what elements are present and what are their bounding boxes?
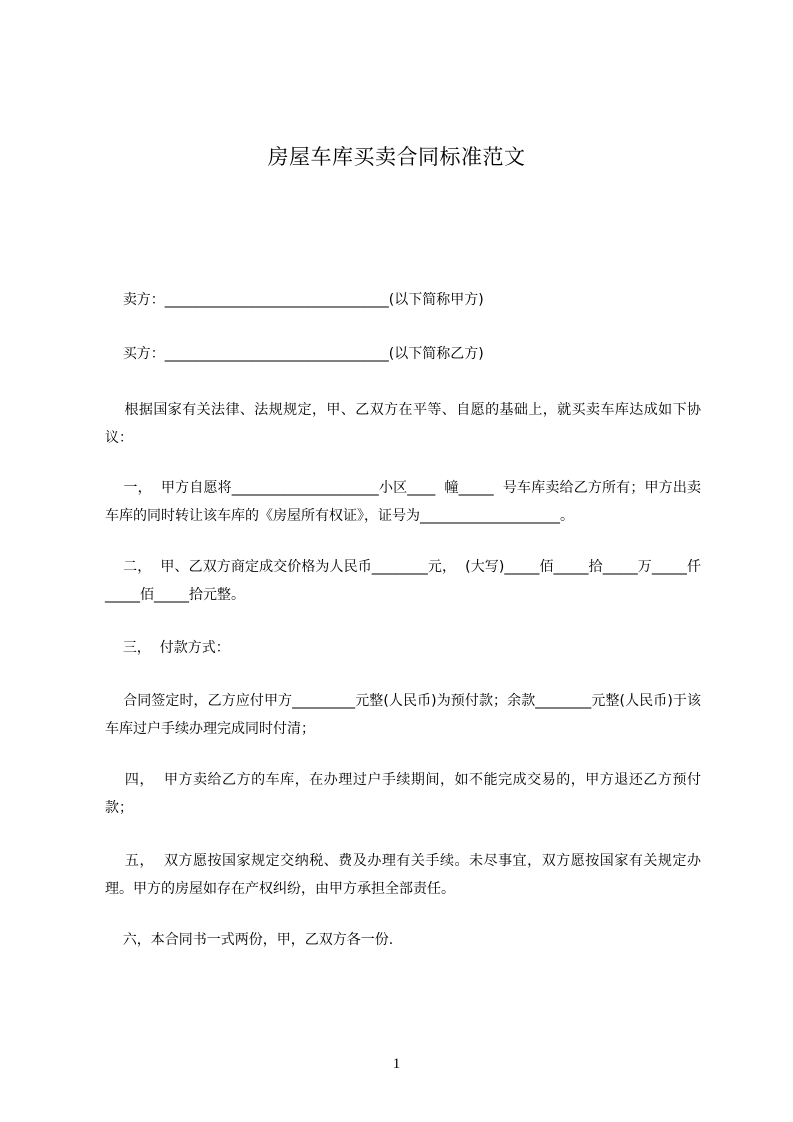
page-number: 1 — [392, 1056, 401, 1072]
preamble-paragraph: 根据国家有关法律、法规规定，甲、乙双方在平等、自愿的基础上，就买卖车库达成如下协议： — [105, 402, 701, 446]
clause-1-paragraph: 一， 甲方自愿将_____________________小区____ 幢_____ 号车库卖给乙方所有；甲方出卖车库的同时转让该车库的《房屋所有权证》，证号为____________________。 — [105, 480, 701, 524]
clause-6-paragraph: 六，本合同书一式两份，甲，乙双方各一份. — [105, 932, 394, 948]
clause-5-paragraph: 五， 双方愿按国家规定交纳税、费及办理有关手续。未尽事宜，双方愿按国家有关规定办理。甲方的房屋如存在产权纠纷，由甲方承担全部责任。 — [105, 853, 701, 897]
buyer-line: 买方：________________________________(以下简称乙方) — [105, 346, 484, 362]
seller-line: 卖方：________________________________(以下简称甲方) — [105, 292, 484, 308]
clause-4-paragraph: 四， 甲方卖给乙方的车库，在办理过户手续期间，如不能完成交易的，甲方退还乙方预付款； — [105, 772, 701, 816]
document-title: 房屋车库买卖合同标准范文 — [267, 145, 526, 169]
clause-2-paragraph: 二， 甲、乙双方商定成交价格为人民币________元， (大写)_____佰_____拾_____万_____仟_____佰_____拾元整。 — [105, 559, 701, 603]
clause-3-heading: 三， 付款方式： — [105, 640, 230, 656]
clause-3-body: 合同签定时，乙方应付甲方_________元整(人民币)为预付款；余款________元整(人民币)于该车库过户手续办理完成同时付清； — [105, 693, 701, 737]
